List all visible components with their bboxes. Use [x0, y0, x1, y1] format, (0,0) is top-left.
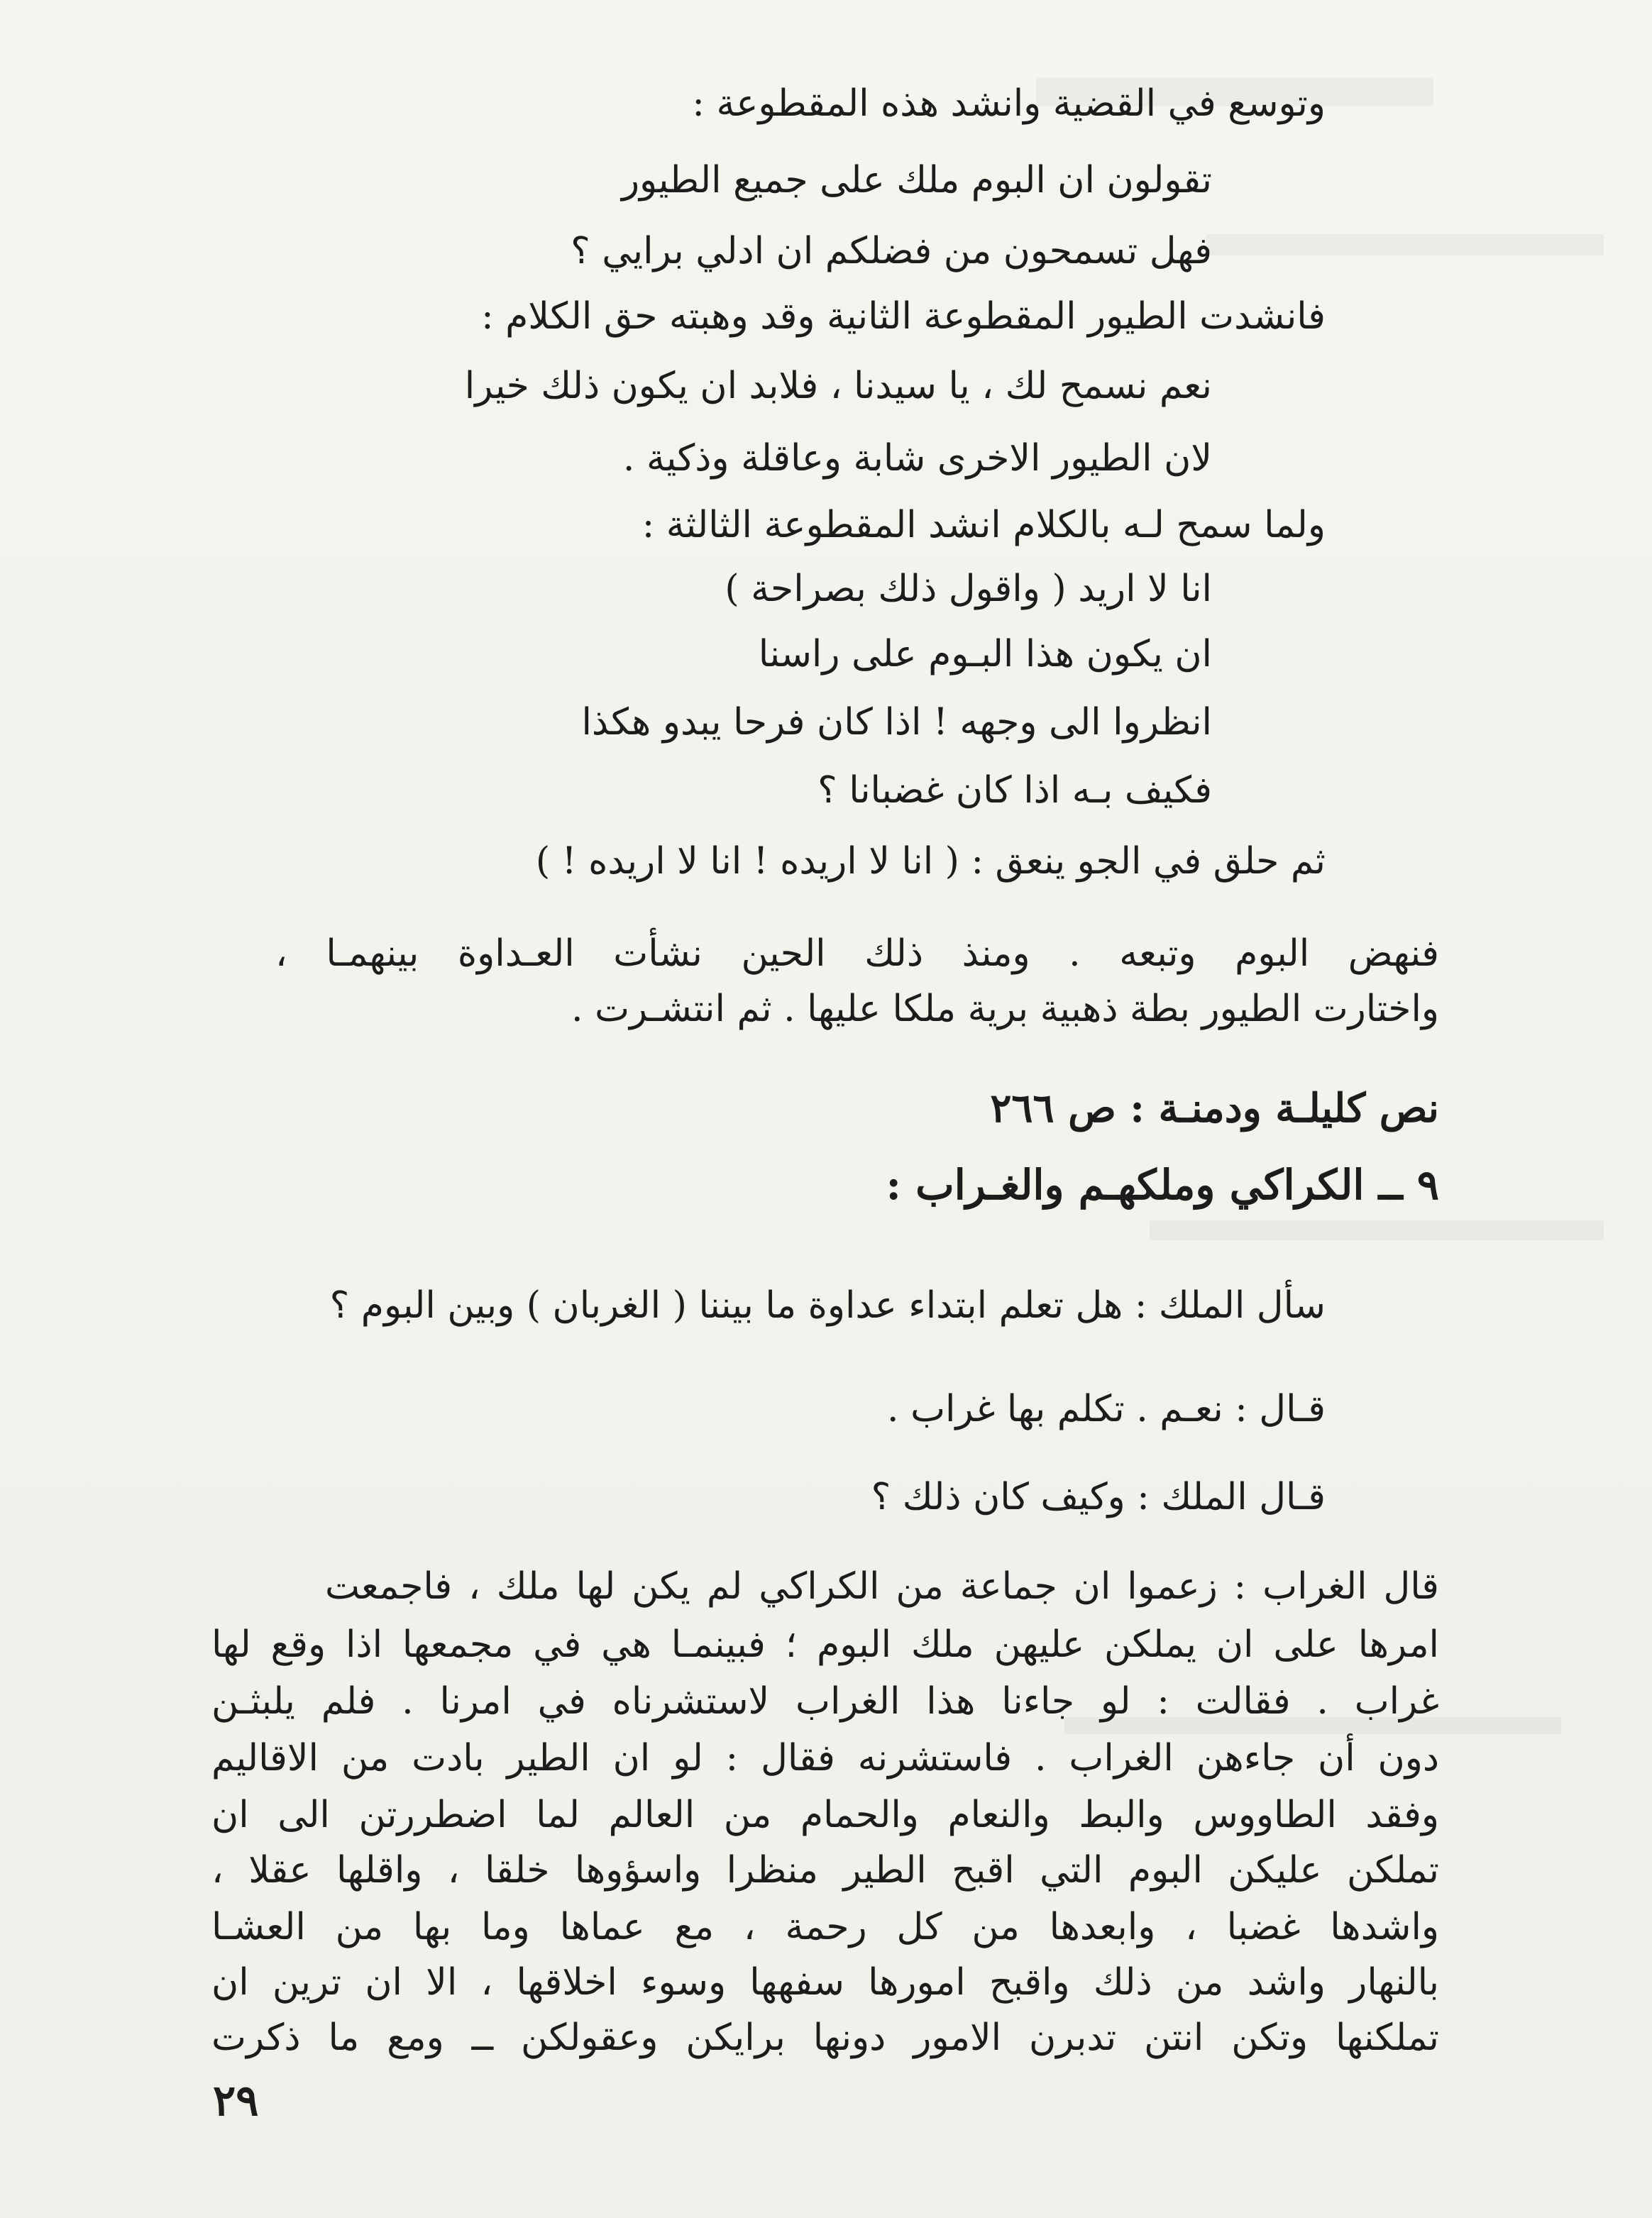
dialogue-line: قـال الملك : وكيف كان ذلك ؟ — [871, 1476, 1326, 1518]
poem-line: فكيف بـه اذا كان غضبانا ؟ — [817, 769, 1212, 812]
paragraph-line: غراب . فقالت : لو جاءنا هذا الغراب لاستشرناه في امرنا . فلم يلبثـن — [211, 1680, 1439, 1723]
poem-line: انظروا الى وجهه ! اذا كان فرحا يبدو هكذا — [581, 701, 1212, 744]
section-heading: نص كليلـة ودمنـة : ص ٢٦٦ — [990, 1085, 1439, 1132]
paragraph-line: بالنهار واشد من ذلك واقبح امورها سفهها وسوء اخلاقها ، الا ان ترين ان — [211, 1961, 1439, 2004]
poem-line: ثم حلق في الجو ينعق : ( انا لا اريده ! انا لا اريده ! ) — [535, 840, 1326, 883]
poem-line: تقولون ان البوم ملك على جميع الطيور — [621, 159, 1212, 202]
poem-line: انا لا اريد ( واقول ذلك بصراحة ) — [725, 568, 1212, 610]
dialogue-line: سأل الملك : هل تعلم ابتداء عداوة ما بيننا ( الغربان ) وبين البوم ؟ — [329, 1284, 1326, 1327]
poem-line: وتوسع في القضية وانشد هذه المقطوعة : — [692, 82, 1326, 125]
poem-line: ولما سمح لـه بالكلام انشد المقطوعة الثالثة : — [641, 504, 1326, 546]
paragraph-line: دون أن جاءهن الغراب . فاستشرنه فقال : لو ان الطير بادت من الاقاليم — [211, 1737, 1439, 1780]
paragraph-line: تملكنها وتكن انتن تدبرن الامور دونها برايكن وعقولكن ــ ومع ما ذكرت — [211, 2016, 1439, 2059]
poem-line: فانشدت الطيور المقطوعة الثانية وقد وهبته حق الكلام : — [481, 295, 1326, 338]
ending-line: واختارت الطيور بطة ذهبية برية ملكا عليها . ثم انتشـرت . — [571, 988, 1439, 1030]
poem-line: ان يكون هذا البـوم على راسنا — [758, 633, 1212, 675]
paragraph-line: قال الغراب : زعموا ان جماعة من الكراكي لم يكن لها ملك ، فاجمعت — [325, 1565, 1439, 1608]
paragraph-line: تملكن عليكن البوم التي اقبح الطير منظرا واسؤوها خلقا ، واقلها عقلا ، — [211, 1849, 1439, 1892]
paragraph-line: امرها على ان يملكن عليهن ملك البوم ؛ فبينمـا هي في مجمعها اذا وقع لها — [211, 1623, 1439, 1666]
page-number: ٢٩ — [213, 2076, 259, 2126]
paragraph-line: وفقد الطاووس والبط والنعام والحمام من العالم لما اضطررتن الى ان — [211, 1794, 1439, 1836]
poem-line: لان الطيور الاخرى شابة وعاقلة وذكية . — [622, 437, 1212, 480]
show-through-mark — [1150, 1220, 1604, 1240]
dialogue-line: قـال : نعـم . تكلم بها غراب . — [887, 1388, 1326, 1430]
poem-line: نعم نسمح لك ، يا سيدنا ، فلابد ان يكون ذلك خيرا — [464, 365, 1212, 407]
show-through-mark — [1206, 234, 1604, 255]
paragraph-line: واشدها غضبا ، وابعدها من كل رحمة ، مع عماها وما بها من العشـا — [211, 1906, 1439, 1948]
ending-line: فنهض البوم وتبعه . ومنذ ذلك الحين نشأت العـداوة بينهمـا ، — [275, 932, 1439, 975]
story-title: ٩ ــ الكراكي وملكهـم والغـراب : — [886, 1161, 1439, 1209]
poem-line: فهل تسمحون من فضلكم ان ادلي برايي ؟ — [571, 230, 1212, 272]
